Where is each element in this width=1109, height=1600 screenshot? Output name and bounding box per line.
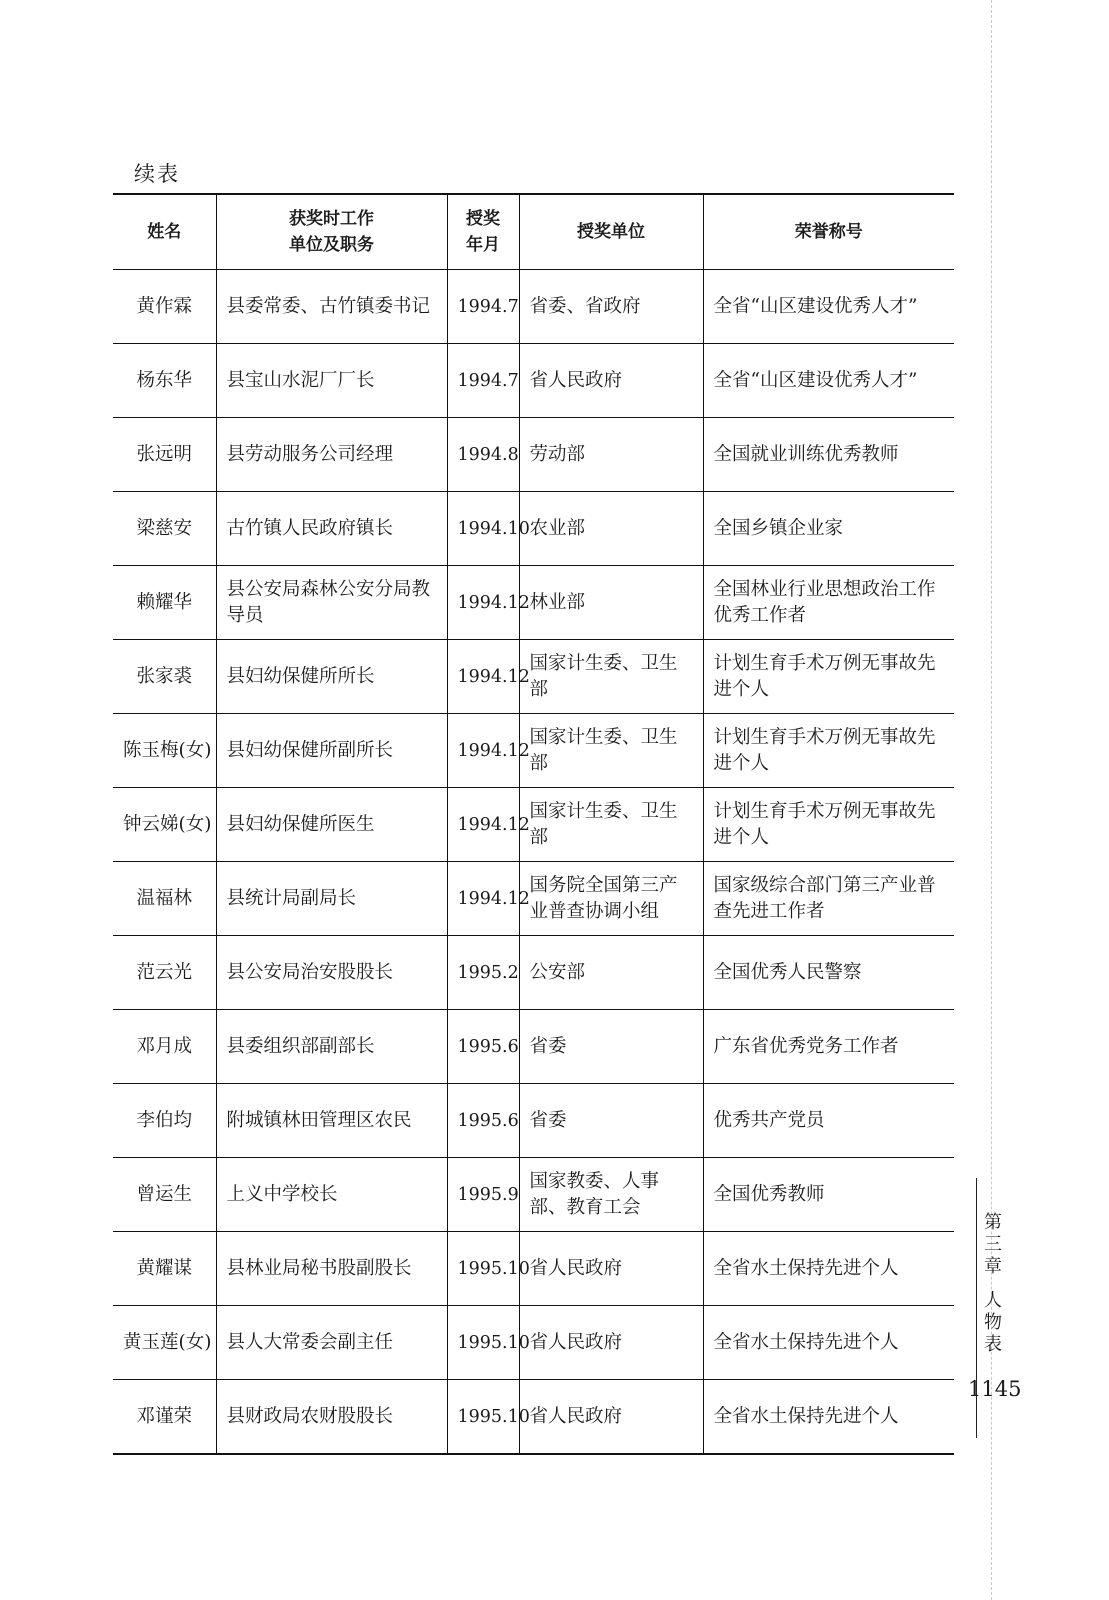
cell-issuer: 省人民政府: [519, 1306, 703, 1380]
cell-name: 黄耀谋: [113, 1232, 216, 1306]
cell-honor: 全国优秀教师: [703, 1158, 954, 1232]
cell-date: 1994.12: [447, 566, 519, 640]
cell-honor: 全国乡镇企业家: [703, 492, 954, 566]
table-row: [113, 566, 954, 640]
cell-issuer: 国务院全国第三产业普查协调小组: [519, 862, 703, 936]
cell-honor: 全省水土保持先进个人: [703, 1232, 954, 1306]
cell-name: 张家裘: [113, 640, 216, 714]
cell-issuer: 国家教委、人事部、教育工会: [519, 1158, 703, 1232]
chapter-tab-char: 第: [984, 1212, 1002, 1233]
cell-date: 1995.10: [447, 1380, 519, 1455]
cell-date: 1994.7: [447, 270, 519, 344]
cell-name: 邓月成: [113, 1010, 216, 1084]
cell-unit: 县林业局秘书股副股长: [216, 1232, 447, 1306]
cell-honor: 全省“山区建设优秀人才”: [703, 270, 954, 344]
cell-unit: 附城镇林田管理区农民: [216, 1084, 447, 1158]
table-row: [113, 1306, 954, 1380]
continued-table-caption: 续表: [134, 162, 180, 186]
table-row: [113, 640, 954, 714]
cell-honor: 全国林业行业思想政治工作优秀工作者: [703, 566, 954, 640]
table-row: [113, 1380, 954, 1455]
table-row: [113, 418, 954, 492]
cell-date: 1994.12: [447, 714, 519, 788]
cell-date: 1994.7: [447, 344, 519, 418]
header-unit: [216, 194, 447, 270]
chapter-tab-char: 表: [984, 1334, 1002, 1355]
cell-name: 钟云娣(女): [113, 788, 216, 862]
cell-name: 黄玉莲(女): [113, 1306, 216, 1380]
cell-issuer: 农业部: [519, 492, 703, 566]
cell-honor: 广东省优秀党务工作者: [703, 1010, 954, 1084]
cell-unit: 县妇幼保健所所长: [216, 640, 447, 714]
cell-date: 1995.6: [447, 1010, 519, 1084]
header-issuer: 授奖单位: [519, 194, 703, 270]
table-row: [113, 936, 954, 1010]
cell-issuer: 省委: [519, 1084, 703, 1158]
cell-issuer: 劳动部: [519, 418, 703, 492]
table-row: [113, 714, 954, 788]
cell-honor: 计划生育手术万例无事故先进个人: [703, 714, 954, 788]
cell-unit: 县劳动服务公司经理: [216, 418, 447, 492]
table-row: [113, 1158, 954, 1232]
cell-honor: 全省水土保持先进个人: [703, 1306, 954, 1380]
cell-unit: 县公安局森林公安分局教导员: [216, 566, 447, 640]
header-date-line-1: 授奖: [466, 209, 500, 229]
cell-name: 曾运生: [113, 1158, 216, 1232]
cell-honor: 计划生育手术万例无事故先进个人: [703, 788, 954, 862]
cell-unit: 上义中学校长: [216, 1158, 447, 1232]
cell-unit: 县妇幼保健所副所长: [216, 714, 447, 788]
cell-honor: 国家级综合部门第三产业普查先进工作者: [703, 862, 954, 936]
cell-date: 1994.12: [447, 640, 519, 714]
cell-issuer: 省人民政府: [519, 1232, 703, 1306]
cell-issuer: 国家计生委、卫生部: [519, 714, 703, 788]
header-name: 姓名: [113, 194, 216, 270]
cell-date: 1994.8: [447, 418, 519, 492]
header-unit-line-2: 单位及职务: [289, 235, 374, 255]
cell-unit: 县妇幼保健所医生: [216, 788, 447, 862]
cell-unit: 县委常委、古竹镇委书记: [216, 270, 447, 344]
cell-issuer: 林业部: [519, 566, 703, 640]
cell-honor: 计划生育手术万例无事故先进个人: [703, 640, 954, 714]
binding-margin-line: [991, 0, 992, 1600]
cell-issuer: 省人民政府: [519, 344, 703, 418]
chapter-tab-char: 物: [984, 1312, 1002, 1333]
cell-honor: 全国优秀人民警察: [703, 936, 954, 1010]
cell-honor: 全省“山区建设优秀人才”: [703, 344, 954, 418]
cell-honor: 全省水土保持先进个人: [703, 1380, 954, 1455]
cell-unit: 县宝山水泥厂厂长: [216, 344, 447, 418]
chapter-tab-char: 三: [984, 1234, 1002, 1255]
table-row: [113, 1010, 954, 1084]
table-row: [113, 788, 954, 862]
cell-date: 1995.10: [447, 1232, 519, 1306]
table-header-row: [113, 194, 954, 270]
chapter-tab: [982, 1212, 1004, 1356]
cell-issuer: 省委: [519, 1010, 703, 1084]
cell-date: 1995.10: [447, 1306, 519, 1380]
cell-unit: 县财政局农财股股长: [216, 1380, 447, 1455]
table-row: [113, 492, 954, 566]
cell-issuer: 公安部: [519, 936, 703, 1010]
cell-unit: 县公安局治安股股长: [216, 936, 447, 1010]
cell-name: 杨东华: [113, 344, 216, 418]
header-unit-line-1: 获奖时工作: [289, 209, 374, 229]
cell-name: 范云光: [113, 936, 216, 1010]
table-row: [113, 862, 954, 936]
awards-table: [113, 193, 954, 1455]
cell-honor: 全国就业训练优秀教师: [703, 418, 954, 492]
header-honor: 荣誉称号: [703, 194, 954, 270]
header-date-line-2: 年月: [466, 235, 500, 255]
cell-name: 陈玉梅(女): [113, 714, 216, 788]
cell-unit: 县统计局副局长: [216, 862, 447, 936]
cell-name: 黄作霖: [113, 270, 216, 344]
cell-date: 1994.12: [447, 862, 519, 936]
cell-date: 1995.6: [447, 1084, 519, 1158]
cell-name: 张远明: [113, 418, 216, 492]
table-row: [113, 1232, 954, 1306]
cell-unit: 古竹镇人民政府镇长: [216, 492, 447, 566]
cell-name: 梁慈安: [113, 492, 216, 566]
cell-issuer: 省人民政府: [519, 1380, 703, 1455]
cell-date: 1994.10: [447, 492, 519, 566]
page-number: 1145: [968, 1377, 1022, 1401]
cell-issuer: 国家计生委、卫生部: [519, 640, 703, 714]
cell-name: 温福林: [113, 862, 216, 936]
cell-issuer: 省委、省政府: [519, 270, 703, 344]
table-row: [113, 270, 954, 344]
cell-date: 1995.2: [447, 936, 519, 1010]
cell-date: 1994.12: [447, 788, 519, 862]
cell-issuer: 国家计生委、卫生部: [519, 788, 703, 862]
header-date: [447, 194, 519, 270]
chapter-tab-char: 章: [984, 1256, 1002, 1277]
cell-honor: 优秀共产党员: [703, 1084, 954, 1158]
cell-name: 李伯均: [113, 1084, 216, 1158]
cell-unit: 县委组织部副部长: [216, 1010, 447, 1084]
cell-date: 1995.9: [447, 1158, 519, 1232]
chapter-tab-char: 人: [984, 1290, 1002, 1311]
cell-name: 邓谨荣: [113, 1380, 216, 1455]
cell-name: 赖耀华: [113, 566, 216, 640]
table-row: [113, 1084, 954, 1158]
table-row: [113, 344, 954, 418]
cell-unit: 县人大常委会副主任: [216, 1306, 447, 1380]
